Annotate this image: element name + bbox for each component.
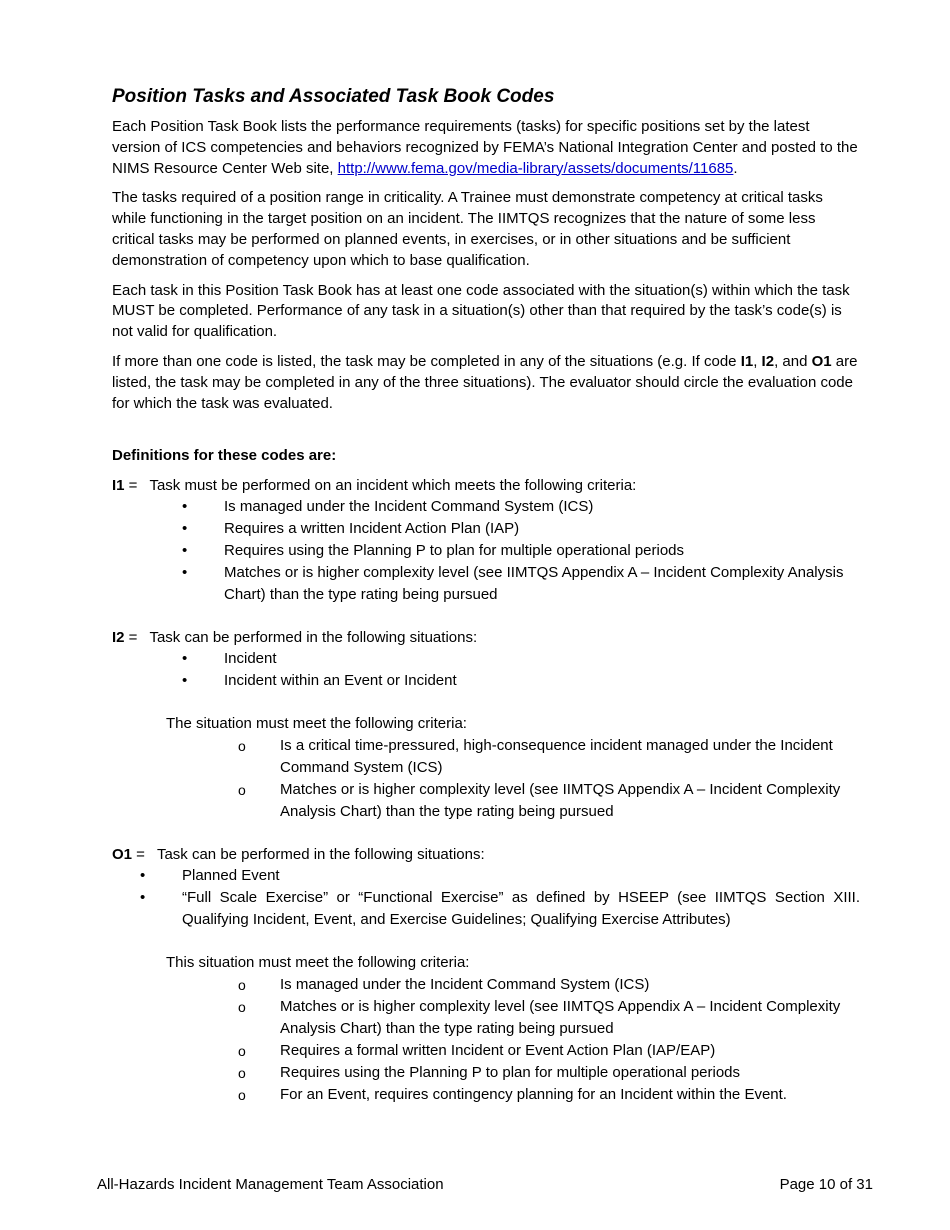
text-segment: ,	[753, 352, 762, 370]
code-i1-label: I1	[112, 477, 125, 495]
list-item	[112, 735, 860, 779]
text-segment: are listed, the task may be completed in any of the three situations). The evaluator should circle the evaluation code for which the task was evaluated.	[112, 352, 858, 412]
equals-sign: =	[124, 629, 138, 647]
code-i2-criteria-label: The situation must meet the following criteria:	[166, 715, 467, 733]
list-item-text: “Full Scale Exercise” or “Functional Exercise” as defined by HSEEP (see IIMTQS Section XIII. Qualifying Incident, Event, and Exercise Guidelines; Qualifying Exercise Attributes)	[182, 889, 860, 929]
list-item-text: Is managed under the Incident Command System (ICS)	[224, 498, 594, 516]
fema-link[interactable]: http://www.fema.gov/media-library/assets/documents/11685	[337, 159, 734, 177]
footer-organization: All-Hazards Incident Management Team Association	[97, 1176, 444, 1193]
code-o1-label: O1	[112, 846, 133, 864]
list-item-text: Requires using the Planning P to plan for multiple operational periods	[224, 542, 685, 560]
code-i1-description: Task must be performed on an incident which meets the following criteria:	[149, 477, 637, 495]
circle-bullet-icon: o	[238, 1065, 246, 1082]
list-item	[112, 562, 860, 606]
list-item-text: Requires a formal written Incident or Event Action Plan (IAP/EAP)	[280, 1042, 716, 1060]
list-item-text: Matches or is higher complexity level (see IIMTQS Appendix A – Incident Complexity Analysis Chart) than the type rating being pursued	[224, 564, 844, 604]
list-item-text: Incident	[224, 650, 277, 668]
spacer	[112, 931, 860, 952]
circle-bullet-icon: o	[238, 1087, 246, 1104]
code-i2-bullets	[112, 648, 860, 692]
code-i2-section	[112, 627, 860, 823]
page-title: Position Tasks and Associated Task Book Codes	[112, 86, 555, 107]
circle-bullet-icon: o	[238, 977, 246, 994]
code-i2-description: Task can be performed in the following situations:	[149, 629, 478, 647]
equals-sign: =	[132, 846, 145, 864]
list-item	[112, 996, 860, 1040]
list-item-text: Matches or is higher complexity level (see IIMTQS Appendix A – Incident Complexity Analysis Chart) than the type rating being pursued	[280, 781, 841, 821]
intro-period: .	[733, 159, 738, 177]
code-i1-section	[112, 475, 860, 606]
code-i2-line	[112, 627, 860, 648]
list-item	[112, 670, 860, 692]
list-item	[112, 496, 860, 518]
spacer	[112, 692, 860, 713]
code-o1-line	[112, 844, 860, 865]
circle-bullet-icon: o	[238, 738, 246, 755]
multiple-codes-paragraph	[112, 352, 860, 414]
list-item	[112, 974, 860, 996]
list-item-text: For an Event, requires contingency planning for an Incident within the Event.	[280, 1086, 787, 1104]
spacer	[112, 606, 860, 627]
bullet-icon: •	[140, 867, 146, 885]
list-item-text: Requires using the Planning P to plan for multiple operational periods	[280, 1064, 741, 1082]
text-segment: If more than one code is listed, the task may be completed in any of the situations (e.g. If code	[112, 352, 741, 370]
code-o1-bullets	[112, 865, 860, 931]
list-item	[112, 887, 860, 931]
code-i2-label: I2	[112, 629, 125, 647]
code-o1-section	[112, 844, 860, 1106]
list-item-text: Planned Event	[182, 867, 280, 885]
list-item	[112, 518, 860, 540]
document-body	[112, 85, 860, 1106]
spacer	[112, 823, 860, 844]
text-segment: , and	[774, 352, 812, 370]
criticality-paragraph: The tasks required of a position range in criticality. A Trainee must demonstrate competency at critical tasks while functioning in the target position on an incident. The IIMTQS recognizes that the nature of some less critical tasks may be performed on planned events, in exercises, or in other situations and be sufficient demonstration of competency upon which to base qualification.	[112, 189, 823, 269]
code-i1-bullets	[112, 496, 860, 606]
circle-bullet-icon: o	[238, 782, 246, 799]
code-o1-criteria-label: This situation must meet the following criteria:	[166, 954, 470, 972]
bullet-icon: •	[182, 498, 188, 516]
list-item-text: Is a critical time-pressured, high-consequence incident managed under the Incident Command System (ICS)	[280, 737, 833, 777]
bullet-icon: •	[140, 889, 146, 907]
bullet-icon: •	[182, 520, 188, 538]
code-i1-line	[112, 475, 860, 496]
code-o1-description: Task can be performed in the following situations:	[156, 846, 485, 864]
list-item	[112, 1084, 860, 1106]
equals-sign: =	[124, 477, 138, 495]
list-item-text: Incident within an Event or Incident	[224, 672, 457, 690]
bullet-icon: •	[182, 564, 188, 582]
code-i1-inline: I1	[740, 352, 754, 370]
list-item	[112, 1062, 860, 1084]
bullet-icon: •	[182, 542, 188, 560]
code-o1-criteria	[112, 974, 860, 1106]
code-requirement-paragraph: Each task in this Position Task Book has at least one code associated with the situation(s) within which the task MUST be completed. Performance of any task in a situation(s) other than that required by the task’s code(s) is not valid for qualification.	[112, 281, 850, 341]
list-item	[112, 779, 860, 823]
list-item	[112, 648, 860, 670]
list-item-text: Is managed under the Incident Command System (ICS)	[280, 976, 650, 994]
definitions-heading: Definitions for these codes are:	[112, 447, 337, 465]
code-i2-inline: I2	[761, 352, 775, 370]
circle-bullet-icon: o	[238, 999, 246, 1016]
bullet-icon: •	[182, 672, 188, 690]
circle-bullet-icon: o	[238, 1043, 246, 1060]
list-item	[112, 1040, 860, 1062]
bullet-icon: •	[182, 650, 188, 668]
list-item-text: Requires a written Incident Action Plan (IAP)	[224, 520, 520, 538]
code-o1-inline: O1	[811, 352, 832, 370]
footer-page-number: Page 10 of 31	[779, 1176, 873, 1193]
intro-paragraph	[112, 117, 860, 179]
list-item	[112, 540, 860, 562]
list-item	[112, 865, 860, 887]
code-i2-criteria	[112, 735, 860, 823]
intro-text: Each Position Task Book lists the performance requirements (tasks) for specific positions set by the latest version of ICS competencies and behaviors recognized by FEMA’s National Integration Center and posted to the NIMS Resource Center Web site,	[112, 118, 858, 177]
list-item-text: Matches or is higher complexity level (see IIMTQS Appendix A – Incident Complexity Analysis Chart) than the type rating being pursued	[280, 998, 841, 1038]
